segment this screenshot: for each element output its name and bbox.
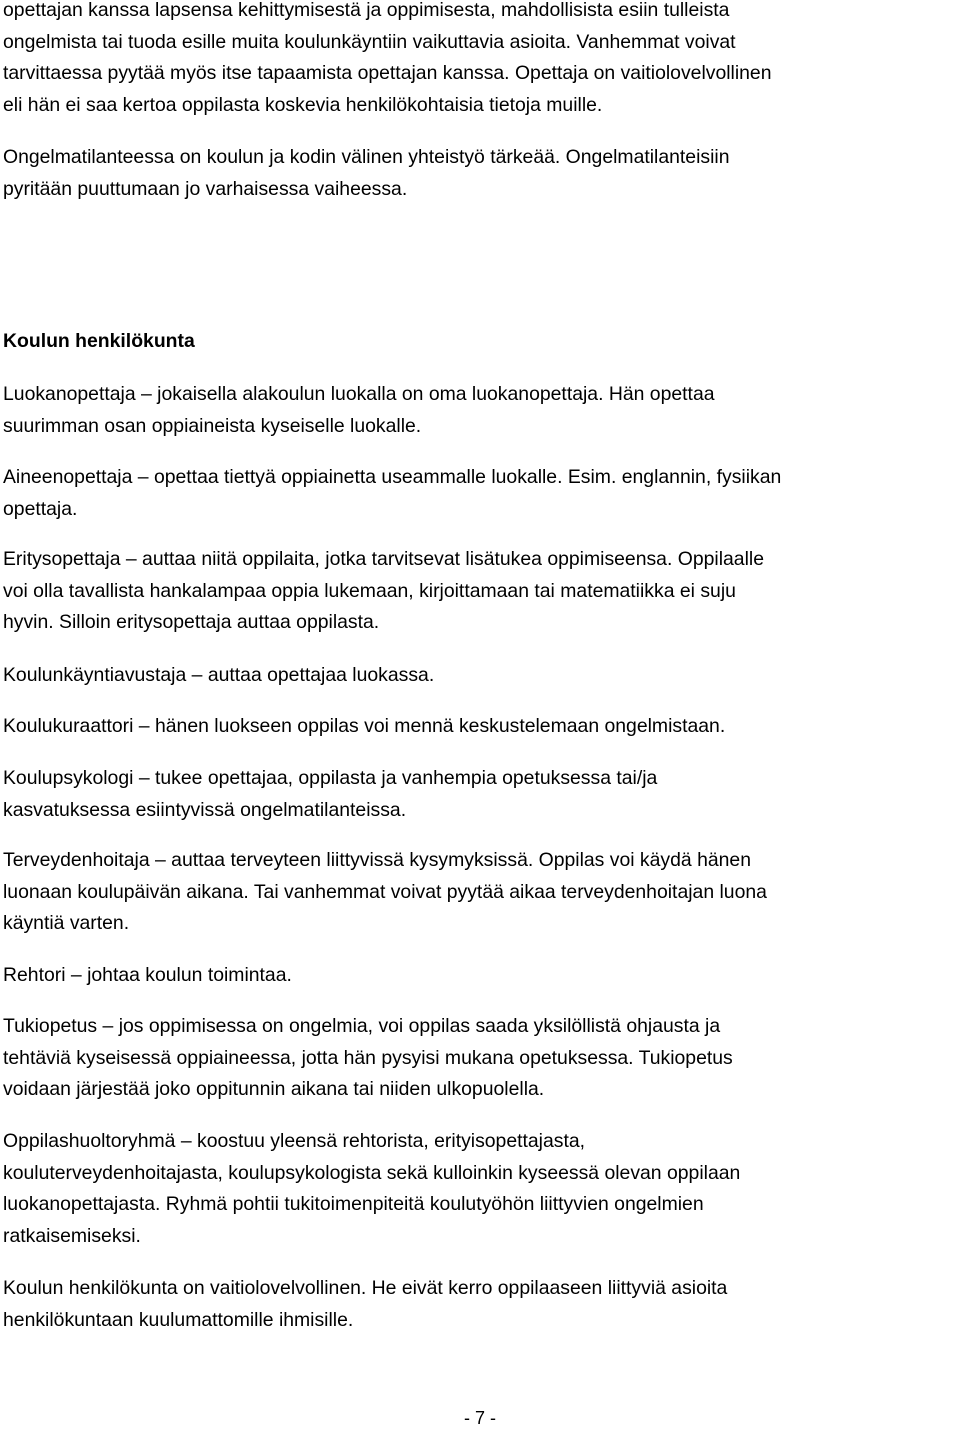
text-line: luokanopettajasta. Ryhmä pohtii tukitoimenpiteitä koulutyöhön liittyvien ongelmien — [3, 1193, 704, 1215]
text-line: eli hän ei saa kertoa oppilasta koskevia henkilökohtaisia tietoja muille. — [3, 93, 603, 116]
text-line: luonaan koulupäivän aikana. Tai vanhemmat voivat pyytää aikaa terveydenhoitajan luona — [3, 880, 767, 903]
text-line: Oppilashuoltoryhmä – koostuu yleensä rehtorista, erityisopettajasta, — [3, 1130, 586, 1152]
staff-paragraph-nurse — [3, 845, 767, 940]
text-line: Aineenopettaja – opettaa tiettyä oppiainetta useammalle luokalle. Esim. englannin, fysiikan — [3, 466, 782, 488]
text-line: Koulukuraattori – hänen luokseen oppilas voi mennä keskustelemaan ongelmistaan. — [3, 715, 726, 737]
staff-paragraph-special-teacher — [3, 544, 764, 639]
staff-paragraph-remedial — [3, 1011, 733, 1106]
text-line: ongelmista tai tuoda esille muita koulunkäyntiin vaikuttavia asioita. Vanhemmat voivat — [3, 30, 736, 53]
text-line: opettajan kanssa lapsensa kehittymisestä ja oppimisesta, mahdollisista esiin tulleista — [3, 0, 730, 21]
text-line: Rehtori – johtaa koulun toimintaa. — [3, 964, 292, 986]
cooperation-paragraph — [3, 142, 730, 205]
text-line: kouluterveydenhoitajasta, koulupsykologista sekä kulloinkin kyseessä olevan oppilaan — [3, 1161, 741, 1184]
text-line: tehtäviä kyseisessä oppiaineessa, jotta hän pysyisi mukana opetuksessa. Tukiopetus — [3, 1046, 733, 1069]
staff-paragraph-principal — [3, 960, 292, 992]
page-number: - 7 - — [463, 1408, 496, 1428]
text-line: opettaja. — [3, 497, 78, 520]
text-line: Koulunkäyntiavustaja – auttaa opettajaa luokassa. — [3, 664, 435, 686]
text-line: kasvatuksessa esiintyvissä ongelmatilanteissa. — [3, 798, 407, 821]
staff-paragraph-curator — [3, 711, 725, 743]
text-line: pyritään puuttumaan jo varhaisessa vaiheessa. — [3, 177, 408, 200]
text-line: käyntiä varten. — [3, 912, 130, 934]
intro-paragraph — [3, 0, 772, 121]
text-line: tarvittaessa pyytää myös itse tapaamista opettajan kanssa. Opettaja on vaitiolovelvollinen — [3, 62, 772, 84]
text-line: voidaan järjestää joko oppitunnin aikana tai niiden ulkopuolella. — [3, 1078, 545, 1100]
staff-paragraph-assistant — [3, 660, 434, 692]
staff-paragraph-welfare-group — [3, 1126, 740, 1252]
text-line: suurimman osan oppiaineista kyseiselle luokalle. — [3, 414, 422, 437]
text-line: Tukiopetus – jos oppimisessa on ongelmia, voi oppilas saada yksilöllistä ohjausta ja — [3, 1015, 721, 1037]
text-line: henkilökuntaan kuulumattomille ihmisille. — [3, 1308, 354, 1331]
text-line: Koulun henkilökunta on vaitiolovelvollinen. He eivät kerro oppilaaseen liittyviä asioita — [3, 1277, 728, 1299]
staff-paragraph-confidentiality — [3, 1273, 727, 1336]
staff-paragraph-subject-teacher — [3, 462, 781, 525]
text-line: voi olla tavallista hankalampaa oppia lukemaan, kirjoittamaan tai matematiikka ei suju — [3, 579, 736, 602]
staff-paragraph-class-teacher — [3, 379, 715, 442]
text-line: Koulupsykologi – tukee opettajaa, oppilasta ja vanhempia opetuksessa tai/ja — [3, 767, 658, 789]
text-line: ratkaisemiseksi. — [3, 1224, 141, 1247]
text-line: Ongelmatilanteessa on koulun ja kodin välinen yhteistyö tärkeää. Ongelmatilanteisiin — [3, 146, 730, 168]
staff-paragraph-psychologist — [3, 763, 657, 826]
text-line: hyvin. Silloin eritysopettaja auttaa oppilasta. — [3, 611, 380, 633]
text-line: Terveydenhoitaja – auttaa terveyteen liittyvissä kysymyksissä. Oppilas voi käydä hänen — [3, 849, 751, 871]
text-line: Luokanopettaja – jokaisella alakoulun luokalla on oma luokanopettaja. Hän opettaa — [3, 383, 715, 405]
section-heading: Koulun henkilökunta — [3, 330, 195, 352]
text-line: Eritysopettaja – auttaa niitä oppilaita, jotka tarvitsevat lisätukea oppimiseensa. Oppilaalle — [3, 548, 764, 570]
